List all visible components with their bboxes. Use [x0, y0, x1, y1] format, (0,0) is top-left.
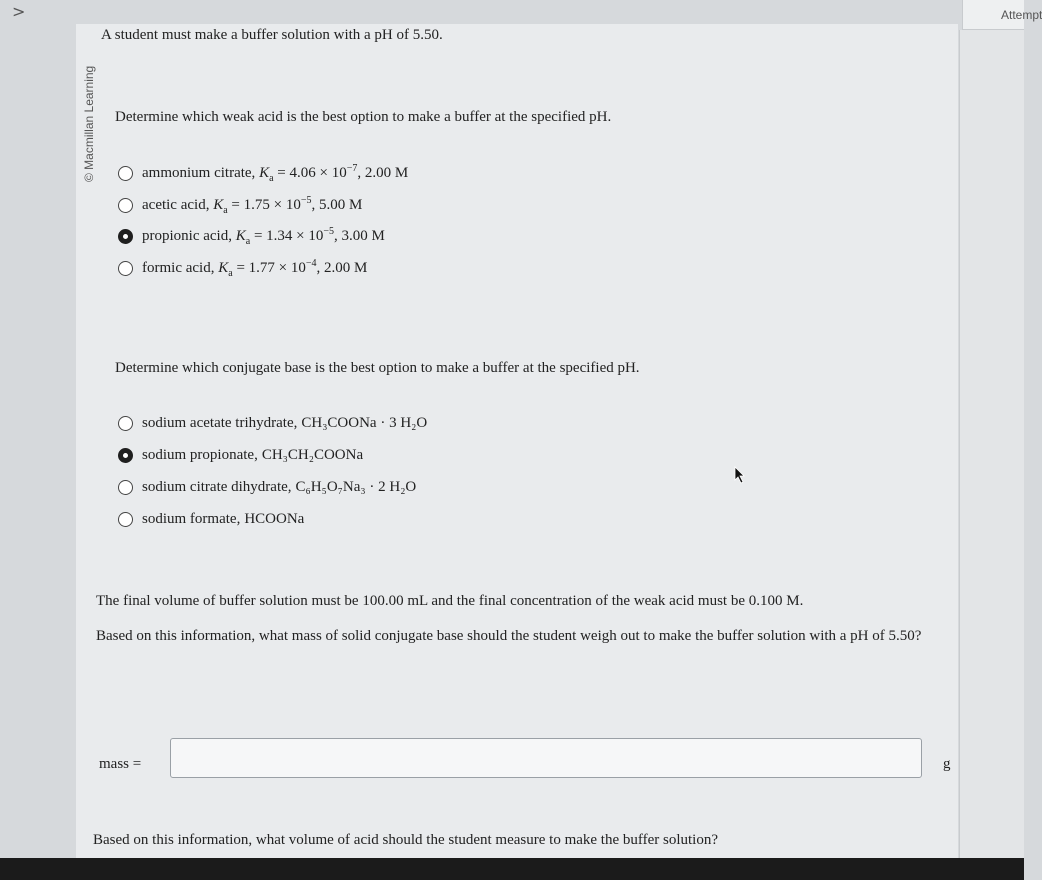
mass-label: mass =: [99, 756, 142, 772]
mass-unit: g: [943, 756, 951, 772]
radio-button[interactable]: [118, 198, 133, 213]
option-label: sodium citrate dihydrate, C₆H₅O₇Na₃ · 2 H₂O: [142, 479, 417, 495]
radio-button[interactable]: [118, 480, 133, 495]
buffer-info-text: The final volume of buffer solution must be 100.00 mL and the final concentration of the weak acid must be 0.100 M.: [96, 593, 804, 609]
weak-acid-question: Determine which weak acid is the best option to make a buffer at the specified pH.: [115, 109, 612, 125]
attempt-tab[interactable]: Attempt: [962, 0, 1024, 30]
bottom-bar: [0, 858, 1024, 880]
radio-button[interactable]: [118, 416, 133, 431]
base-option-sodium-acetate[interactable]: [118, 415, 427, 432]
radio-button-selected[interactable]: [118, 448, 133, 463]
option-label: propionic acid, $K_a = 1.34 \times 10^{-5}$, 3.00 M: [142, 226, 385, 247]
volume-question-text: Based on this information, what volume of acid should the student measure to make the buffer solution?: [93, 832, 719, 848]
option-label: acetic acid, $K_a = 1.75 \times 10^{-5}$, 5.00 M: [142, 195, 363, 216]
option-label: ammonium citrate, $K_a = 4.06 \times 10^{-7}$, 2.00 M: [142, 163, 409, 184]
mass-input[interactable]: [170, 738, 922, 778]
radio-button[interactable]: [118, 261, 133, 276]
intro-text: A student must make a buffer solution with a pH of 5.50.: [101, 27, 443, 43]
conjugate-base-question: Determine which conjugate base is the best option to make a buffer at the specified pH.: [115, 360, 640, 376]
back-chevron-icon[interactable]: >: [12, 2, 26, 21]
mass-question-text: Based on this information, what mass of solid conjugate base should the student weigh out to make the buffer solution with a pH of 5.50?: [96, 628, 922, 644]
base-option-sodium-citrate[interactable]: [118, 479, 416, 496]
option-label: sodium formate, HCOONa: [142, 511, 305, 527]
macmillan-watermark: © Macmillan Learning: [82, 65, 96, 182]
acid-option-propionic-acid[interactable]: [118, 226, 385, 247]
acid-option-formic-acid[interactable]: [118, 258, 367, 279]
question-panel: [76, 24, 958, 860]
acid-option-acetic-acid[interactable]: [118, 195, 362, 216]
radio-button-selected[interactable]: [118, 229, 133, 244]
base-option-sodium-formate[interactable]: [118, 511, 304, 528]
acid-option-ammonium-citrate[interactable]: [118, 163, 408, 184]
option-label: formic acid, $K_a = 1.77 \times 10^{-4}$, 2.00 M: [142, 258, 368, 279]
mouse-cursor-icon: [734, 466, 746, 484]
radio-button[interactable]: [118, 512, 133, 527]
radio-button[interactable]: [118, 166, 133, 181]
option-label: sodium acetate trihydrate, CH₃COONa · 3 H₂O: [142, 415, 428, 431]
base-option-sodium-propionate[interactable]: [118, 447, 363, 464]
option-label: sodium propionate, CH₃CH₂COONa: [142, 447, 364, 463]
right-sidebar: [959, 30, 1024, 860]
